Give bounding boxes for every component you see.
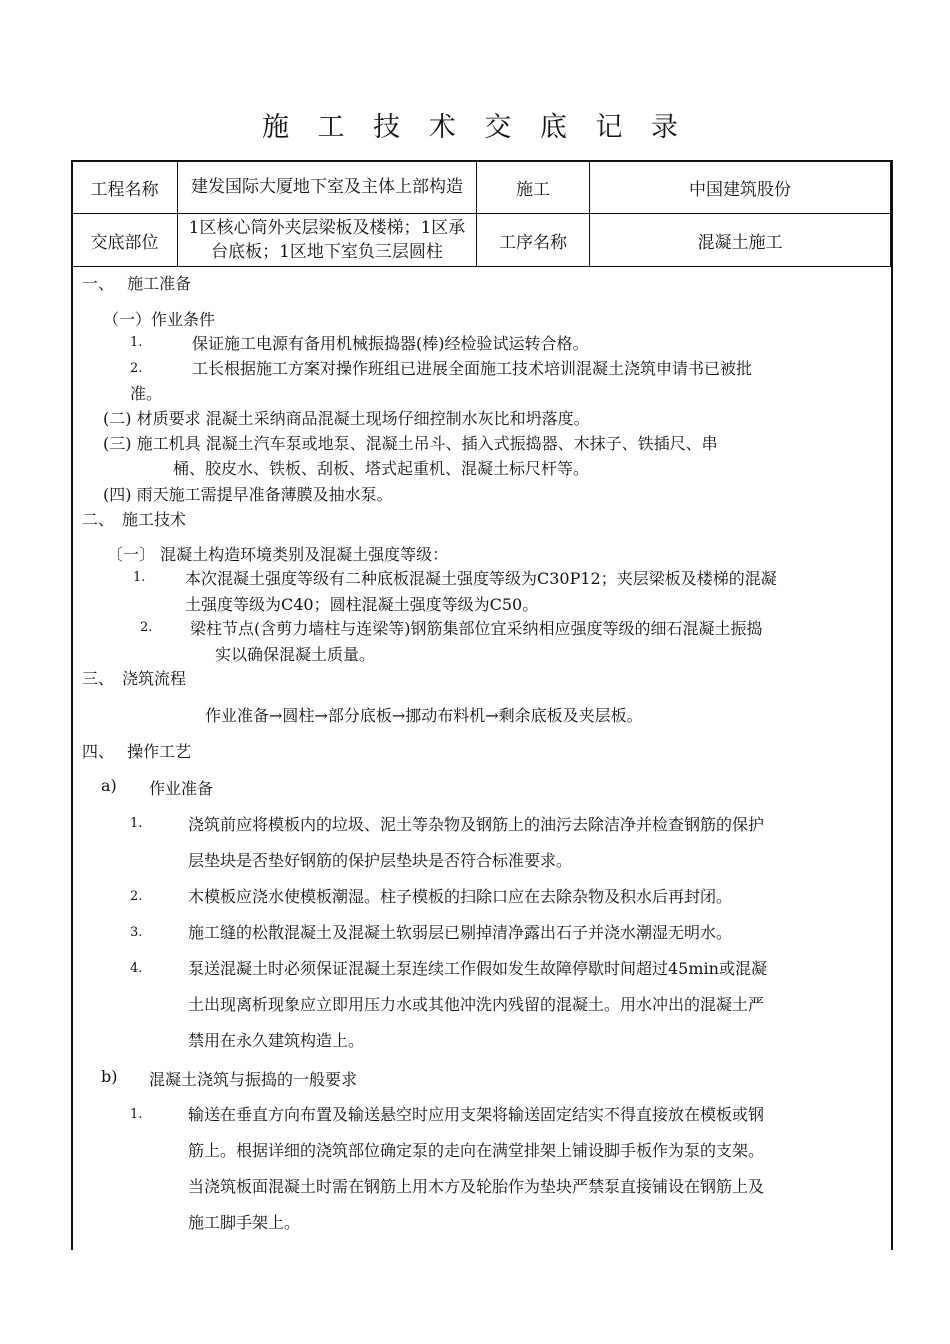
paragraph-line: 保证施工电源有备用机械振捣器(棒)经检验试运转合格。 bbox=[192, 334, 589, 353]
paragraph-line: 木模板应浇水使模板潮湿。柱子模板的扫除口应在去除杂物及积水后再封闭。 bbox=[188, 887, 733, 906]
construction-label: 施工 bbox=[477, 161, 590, 214]
item-number: 2. bbox=[130, 361, 143, 376]
section-1-3-text: (三) 施工机具 混凝土汽车泵或地泵、混凝土吊斗、插入式振捣器、木抹子、铁插尺、串 bbox=[103, 434, 718, 453]
paragraph-line: 土出现离析现象应立即用压力水或其他冲洗内残留的混凝土。用水冲出的混凝土严 bbox=[188, 995, 765, 1014]
item-number: 2. bbox=[130, 889, 143, 904]
process-label: 工序名称 bbox=[477, 214, 590, 267]
subsection-marker: b) bbox=[101, 1067, 118, 1086]
location-value: 1区核心筒外夹层梁板及楼梯；1区承台底板；1区地下室负三层圆柱 bbox=[178, 214, 477, 267]
paragraph-line: 土强度等级为C40；圆柱混凝土强度等级为C50。 bbox=[185, 595, 539, 614]
page-title: 施 工 技 术 交 底 记 录 bbox=[261, 112, 689, 143]
section-4-heading: 四、 操作工艺 bbox=[82, 742, 192, 761]
paragraph-line: 泵送混凝土时必须保证混凝土泵连续工作假如发生故障停歇时间超过45min或混凝 bbox=[188, 959, 767, 978]
construction-value: 中国建筑股份 bbox=[590, 161, 891, 214]
paragraph-line: 层垫块是否垫好钢筋的保护层垫块是否符合标准要求。 bbox=[188, 851, 573, 870]
subsection-a-heading: 作业准备 bbox=[149, 779, 214, 798]
project-name-value: 建发国际大厦地下室及主体上部构造 bbox=[178, 161, 477, 214]
item-number: 3. bbox=[130, 925, 143, 940]
paragraph-line: 桶、胶皮水、铁板、刮板、塔式起重机、混凝土标尺杆等。 bbox=[173, 459, 590, 478]
pour-flow: 作业准备→圆柱→部分底板→挪动布料机→剩余底板及夹层板。 bbox=[205, 706, 643, 725]
paragraph-line: 工长根据施工方案对操作班组已进展全面施工技术培训混凝土浇筑申请书已被批 bbox=[192, 359, 753, 378]
subsection-b-heading: 混凝土浇筑与振捣的一般要求 bbox=[149, 1070, 358, 1089]
section-1-heading: 一、 施工准备 bbox=[82, 274, 192, 293]
paragraph-line: 施工脚手架上。 bbox=[188, 1213, 301, 1232]
project-name-label: 工程名称 bbox=[72, 161, 178, 214]
paragraph-line: 实以确保混凝土质量。 bbox=[215, 645, 376, 664]
process-value: 混凝土施工 bbox=[590, 214, 891, 267]
subsection-marker: a) bbox=[101, 776, 117, 795]
item-number: 2. bbox=[140, 620, 153, 635]
section-2-1-heading: 〔一〕 混凝土构造环境类别及混凝土强度等级： bbox=[107, 545, 449, 564]
item-number: 1. bbox=[130, 816, 143, 831]
paragraph-line: 浇筑前应将模板内的垃圾、泥土等杂物及钢筋上的油污去除洁净并检查钢筋的保护 bbox=[188, 815, 765, 834]
header-table bbox=[71, 160, 891, 267]
paragraph-line: 本次混凝土强度等级有二种底板混凝土强度等级为C30P12；夹层梁板及楼梯的混凝 bbox=[185, 569, 777, 588]
item-number: 4. bbox=[130, 961, 143, 976]
location-label: 交底部位 bbox=[72, 214, 178, 267]
section-1-4-text: (四) 雨天施工需提早准备薄膜及抽水泵。 bbox=[103, 485, 393, 504]
section-3-heading: 三、 浇筑流程 bbox=[82, 669, 187, 688]
paragraph-line: 输送在垂直方向布置及输送悬空时应用支架将输送固定结实不得直接放在模板或钢 bbox=[188, 1105, 765, 1124]
item-number: 1. bbox=[133, 570, 146, 585]
paragraph-line: 当浇筑板面混凝土时需在钢筋上用木方及轮胎作为垫块严禁泵直接铺设在钢筋上及 bbox=[188, 1177, 765, 1196]
paragraph-line: 准。 bbox=[130, 384, 163, 403]
paragraph-line: 梁柱节点(含剪力墙柱与连梁等)钢筋集部位宜采纳相应强度等级的细石混凝土振捣 bbox=[190, 619, 763, 638]
paragraph-line: 禁用在永久建筑构造上。 bbox=[188, 1031, 365, 1050]
item-number: 1. bbox=[130, 1107, 143, 1122]
section-1-2-text: (二) 材质要求 混凝土采纳商品混凝土现场仔细控制水灰比和坍落度。 bbox=[103, 409, 590, 428]
paragraph-line: 筋上。根据详细的浇筑部位确定泵的走向在满堂排架上铺设脚手板作为泵的支架。 bbox=[188, 1141, 765, 1160]
item-number: 1. bbox=[130, 335, 143, 350]
section-2-heading: 二、 施工技术 bbox=[82, 510, 187, 529]
paragraph-line: 施工缝的松散混凝土及混凝土软弱层已剔掉清净露出石子并浇水潮湿无明水。 bbox=[188, 923, 733, 942]
section-1-1-heading: （一）作业条件 bbox=[103, 310, 216, 329]
